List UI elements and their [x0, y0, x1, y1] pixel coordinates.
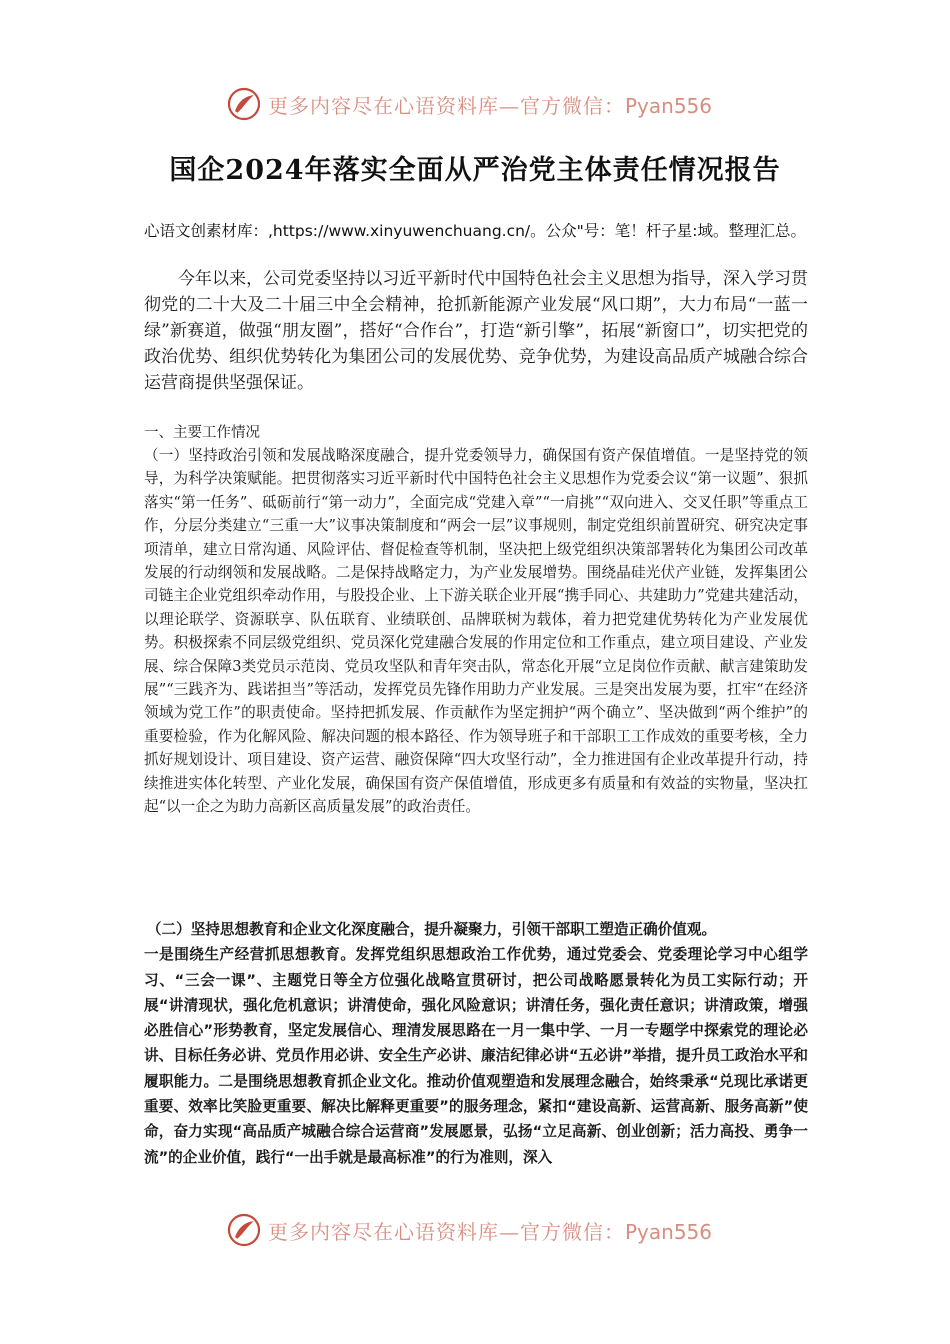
section-2-heading: （二）坚持思想教育和企业文化深度融合，提升凝聚力，引领干部职工塑造正确价值观。 — [146, 921, 717, 938]
section-2-paragraph: 一是围绕生产经营抓思想教育。发挥党组织思想政治工作优势，通过党委会、党委理论学习中心组学习、“三会一课”、主题党日等全方位强化战略宣贯研讨，把公司战略愿景转化为员工实际行动；开展“讲清现状，强化危机意识；讲清使命，强化风险意识；讲清任务，强化责任意识；讲清政策，增强必胜信心”形势教育，坚定发展信心、理清发展思路在一月一集中学、一月一专题学中探索党的理论必讲、目标任务必讲、党员作用必讲、安全生产必讲、廉洁纪律必讲“五必讲”举措，提升员工政治水平和履职能力。二是围绕思想教育抓企业文化。推动价值观塑造和发展理念融合，始终秉承“兑现比承诺更重要、效率比笑脸更重要、解决比解释更重要”的服务理念，紧扣“建设高新、运营高新、服务高新”使命，奋力实现“高品质产城融合综合运营商”发展愿景，弘扬“立足高新、创业创新；活力高投、勇争一流”的企业价值，践行“一出手就是最高标准”的行为准则，深入 — [144, 946, 808, 1166]
banner-text: 更多内容尽在心语资料库—官方微信：Pyan556 — [268, 1219, 713, 1244]
header-watermark-banner — [226, 84, 726, 124]
brand-logo-icon — [226, 86, 262, 122]
source-line: 心语文创素材库：,https://www.xinyuwenchuang.cn/。公众"号：笔！杆子星:域。整理汇总。 — [143, 222, 807, 240]
banner-text: 更多内容尽在心语资料库—官方微信：Pyan556 — [268, 93, 713, 118]
document-title: 国企2024年落实全面从严治党主体责任情况报告 — [169, 155, 781, 186]
footer-watermark-banner — [226, 1210, 726, 1250]
intro-paragraph: 今年以来，公司党委坚持以习近平新时代中国特色社会主义思想为指导，深入学习贯彻党的二十大及二十届三中全会精神，抢抓新能源产业发展“风口期”，大力布局“一蓝一绿”新赛道，做强“朋友圈”，搭好“合作台”，打造“新引擎”，拓展“新窗口”，切实把党的政治优势、组织优势转化为集团公司的发展优势、竞争优势，为建设高品质产城融合综合运营商提供坚强保证。 — [144, 269, 808, 393]
section-2-block — [144, 917, 808, 1170]
wechat-id: Pyan556 — [625, 1219, 713, 1244]
section-1-paragraph: （一）坚持政治引领和发展战略深度融合，提升党委领导力，确保国有资产保值增值。一是坚持党的领导，为科学决策赋能。把贯彻落实习近平新时代中国特色社会主义思想作为党委会议“第一议题”、狠抓落实“第一任务”、砥砺前行“第一动力”，全面完成“党建入章”“一肩挑”“双向进入、交叉任职”等重点工作，分层分类建立“三重一大”议事决策制度和“两会一层”议事规则，制定党组织前置研究、研究决定事项清单，建立日常沟通、风险评估、督促检查等机制，坚决把上级党组织决策部署转化为集团公司改革发展的行动纲领和发展战略。二是保持战略定力，为产业发展增势。围绕晶硅光伏产业链，发挥集团公司链主企业党组织牵动作用，与股投企业、上下游关联企业开展“携手同心、共建助力”党建共建活动，以理论联学、资源联享、队伍联育、业绩联创、品牌联树为载体，着力把党建优势转化为产业发展优势。积极探索不同层级党组织、党员深化党建融合发展的作用定位和工作重点，建立项目建设、产业发展、综合保障3类党员示范岗、党员攻坚队和青年突击队，常态化开展“立足岗位作贡献、献言建策助发展”“三践齐为、践诺担当”等活动，发挥党员先锋作用助力产业发展。三是突出发展为要，扛牢“在经济领域为党工作”的职责使命。坚持把抓发展、作贡献作为坚定拥护“两个确立”、坚决做到“两个维护”的重要检验，作为化解风险、解决问题的根本路径、作为领导班子和干部职工工作成效的重要考核，全力抓好规划设计、项目建设、资产运营、融资保障“四大攻坚行动”，全力推进国有企业改革提升行动，持续推进实体化转型、产业化发展，确保国有资产保值增值，形成更多有质量和有效益的实物量，坚决扛起“以一企之为助力高新区高质量发展”的政治责任。 — [144, 447, 808, 816]
section-heading-main-work: 一、主要工作情况 — [144, 425, 260, 441]
brand-logo-icon — [226, 1212, 262, 1248]
wechat-id: Pyan556 — [625, 93, 713, 118]
